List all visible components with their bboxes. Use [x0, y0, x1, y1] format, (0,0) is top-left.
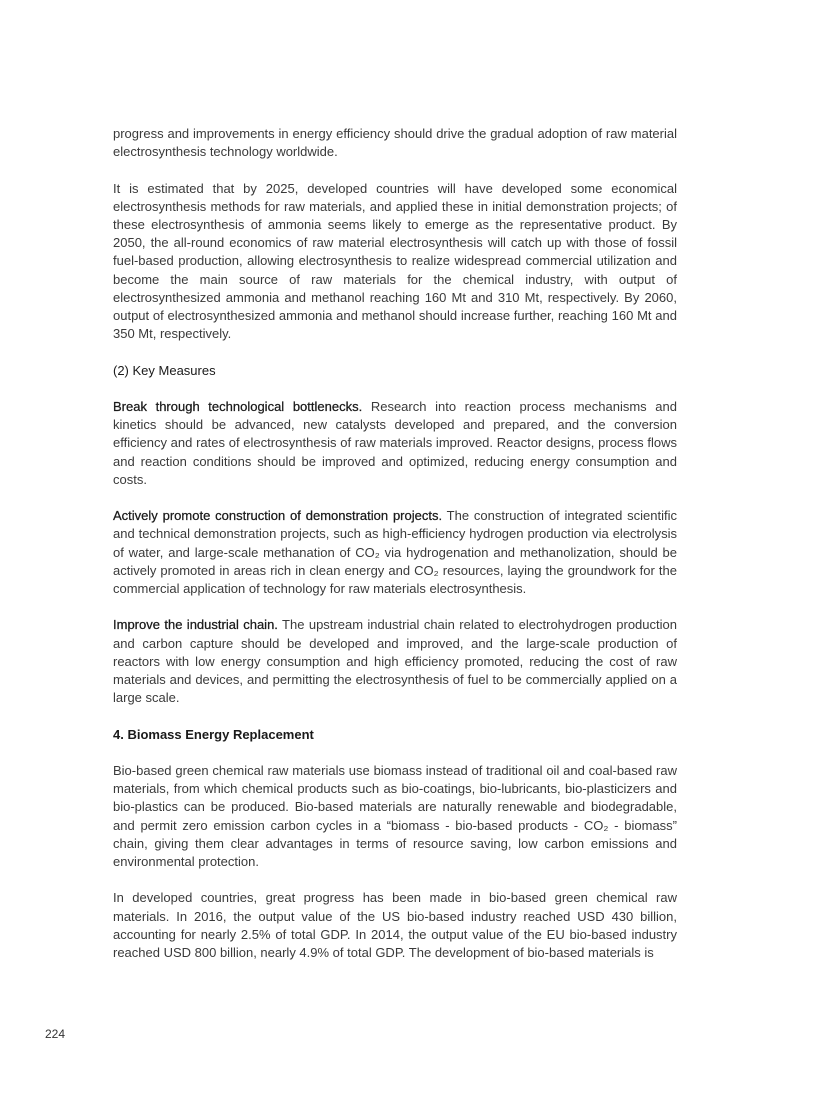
measure-body: The upstream industrial chain related to electrohydrogen production and carbon capture should be developed and improved, and the large-scale production of reactors with low energy consumption and high efficiency promoted, reducing the cost of raw materials and devices, and permitting the electrosynthesis of fuel to be commercially applied on a large scale. [113, 617, 677, 706]
paragraph-measure-demonstration [113, 507, 677, 598]
page-body [113, 125, 677, 980]
paragraph-developed-countries: In developed countries, great progress has been made in bio-based green chemical raw materials. In 2016, the output value of the US bio-based industry reached USD 430 billion, accounting for nearly 2.5% of total GDP. In 2014, the output value of the EU bio-based industry reached USD 800 billion, nearly 4.9% of total GDP. The development of bio-based materials is [113, 890, 677, 961]
paragraph-intro-continuation: progress and improvements in energy efficiency should drive the gradual adoption of raw material electrosynthesis technology worldwide. [113, 126, 677, 160]
paragraph-measure-bottlenecks [113, 398, 677, 489]
measure-body: The construction of integrated scientific and technical demonstration projects, such as high-efficiency hydrogen production via electrolysis of water, and large-scale methanation of CO₂ via hydrogenation and methanolization, should be actively promoted in areas rich in clean energy and CO₂ resources, laying the groundwork for the commercial application of technology for raw materials electrosynthesis. [113, 508, 677, 597]
paragraph-estimates: It is estimated that by 2025, developed countries will have developed some economical electrosynthesis methods for raw materials, and applied these in initial demonstration projects; of these electrosynthesis of ammonia seems likely to emerge as the representative product. By 2050, the all-round economics of raw material electrosynthesis will catch up with those of fossil fuel-based production, allowing electrosynthesis to realize widespread commercial utilization and become the main source of raw materials for the chemical industry, with output of electrosynthesized ammonia and methanol reaching 160 Mt and 310 Mt, respectively. By 2060, output of electrosynthesized ammonia and methanol should increase further, reaching 160 Mt and 350 Mt, respectively. [113, 180, 677, 342]
measure-body: Research into reaction process mechanisms and kinetics should be advanced, new catalysts developed and prepared, and the conversion efficiency and rates of electrosynthesis of raw materials improved. Reactor designs, process flows and reaction conditions should be improved and optimized, reducing energy consumption and costs. [113, 399, 677, 487]
measure-lead: Break through technological bottlenecks. [113, 399, 363, 414]
subheading-key-measures: (2) Key Measures [113, 362, 216, 378]
paragraph-bio-based-materials: Bio-based green chemical raw materials use biomass instead of traditional oil and coal-based raw materials, from which chemical products such as bio-coatings, bio-lubricants, bio-plasticizers and bio-plastics can be produced. Bio-based materials are naturally renewable and biodegradable, and permit zero emission carbon cycles in a “biomass - bio-based products - CO₂ - biomass” chain, giving them clear advantages in terms of resource saving, low carbon emissions and environmental protection. [113, 763, 677, 870]
section-heading-biomass: 4. Biomass Energy Replacement [113, 726, 314, 742]
page-number: 224 [45, 1027, 66, 1041]
measure-lead: Improve the industrial chain. [113, 617, 278, 633]
measure-lead: Actively promote construction of demonstration projects. [113, 508, 443, 524]
paragraph-measure-industrial-chain [113, 616, 677, 707]
